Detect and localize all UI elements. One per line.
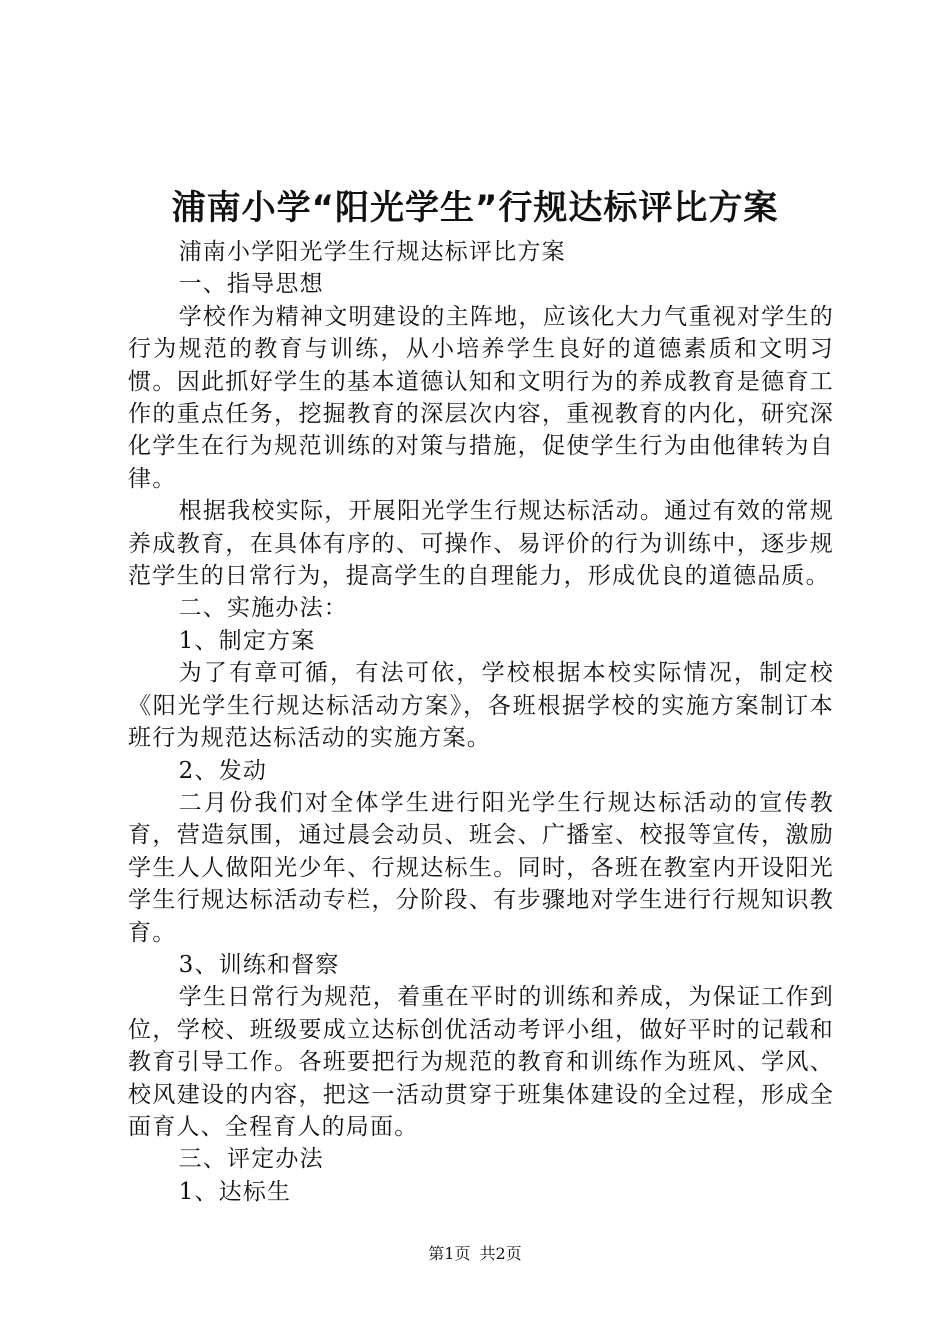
page-total: 共2页	[479, 1244, 522, 1263]
page-footer	[0, 1242, 950, 1266]
page-number: 第1页	[428, 1244, 471, 1263]
body-paragraph: 根据我校实际，开展阳光学生行规达标活动。通过有效的常规养成教育，在具体有序的、可操作、易评价的行为训练中，逐步规范学生的日常行为，提高学生的自理能力，形成优良的道德品质。	[128, 498, 834, 590]
subsection-heading-standard-student: 1、达标生	[178, 1178, 292, 1205]
section-heading-evaluation: 三、评定办法	[178, 1146, 324, 1173]
subtitle-paragraph: 浦南小学阳光学生行规达标评比方案	[178, 239, 566, 265]
subsection-heading-plan: 1、制定方案	[178, 627, 316, 654]
body-paragraph: 学校作为精神文明建设的主阵地，应该化大力气重视对学生的行为规范的教育与训练，从小培养学生良好的道德素质和文明习惯。因此抓好学生的基本道德认知和文明行为的养成教育是德育工作的重点任务，挖掘教育的深层次内容，重视教育的内化，研究深化学生在行为规范训练的对策与措施，促使学生行为由他律转为自律。	[128, 303, 834, 492]
body-paragraph: 二月份我们对全体学生进行阳光学生行规达标活动的宣传教育，营造氛围，通过晨会动员、班会、广播室、校报等宣传，激励学生人人做阳光少年、行规达标生。同时，各班在教室内开设阳光学生行规达标活动专栏，分阶段、有步骤地对学生进行行规知识教育。	[128, 789, 834, 946]
section-heading-guiding-ideology: 一、指导思想	[178, 271, 324, 298]
section-heading-implementation: 二、实施办法：	[178, 595, 348, 622]
body-paragraph: 为了有章可循，有法可依，学校根据本校实际情况，制定校《阳光学生行规达标活动方案》，各班根据学校的实施方案制订本班行为规范达标活动的实施方案。	[128, 660, 834, 752]
document-body	[128, 236, 834, 1208]
document-title: 浦南小学“阳光学生”行规达标评比方案	[171, 188, 779, 228]
subsection-heading-training: 3、训练和督察	[178, 951, 340, 978]
subsection-heading-mobilize: 2、发动	[178, 757, 268, 784]
body-paragraph: 学生日常行为规范，着重在平时的训练和养成，为保证工作到位，学校、班级要成立达标创优活动考评小组，做好平时的记载和教育引导工作。各班要把行为规范的教育和训练作为班风、学风、校风建设的内容，把这一活动贯穿于班集体建设的全过程，形成全面育人、全程育人的局面。	[128, 984, 834, 1140]
